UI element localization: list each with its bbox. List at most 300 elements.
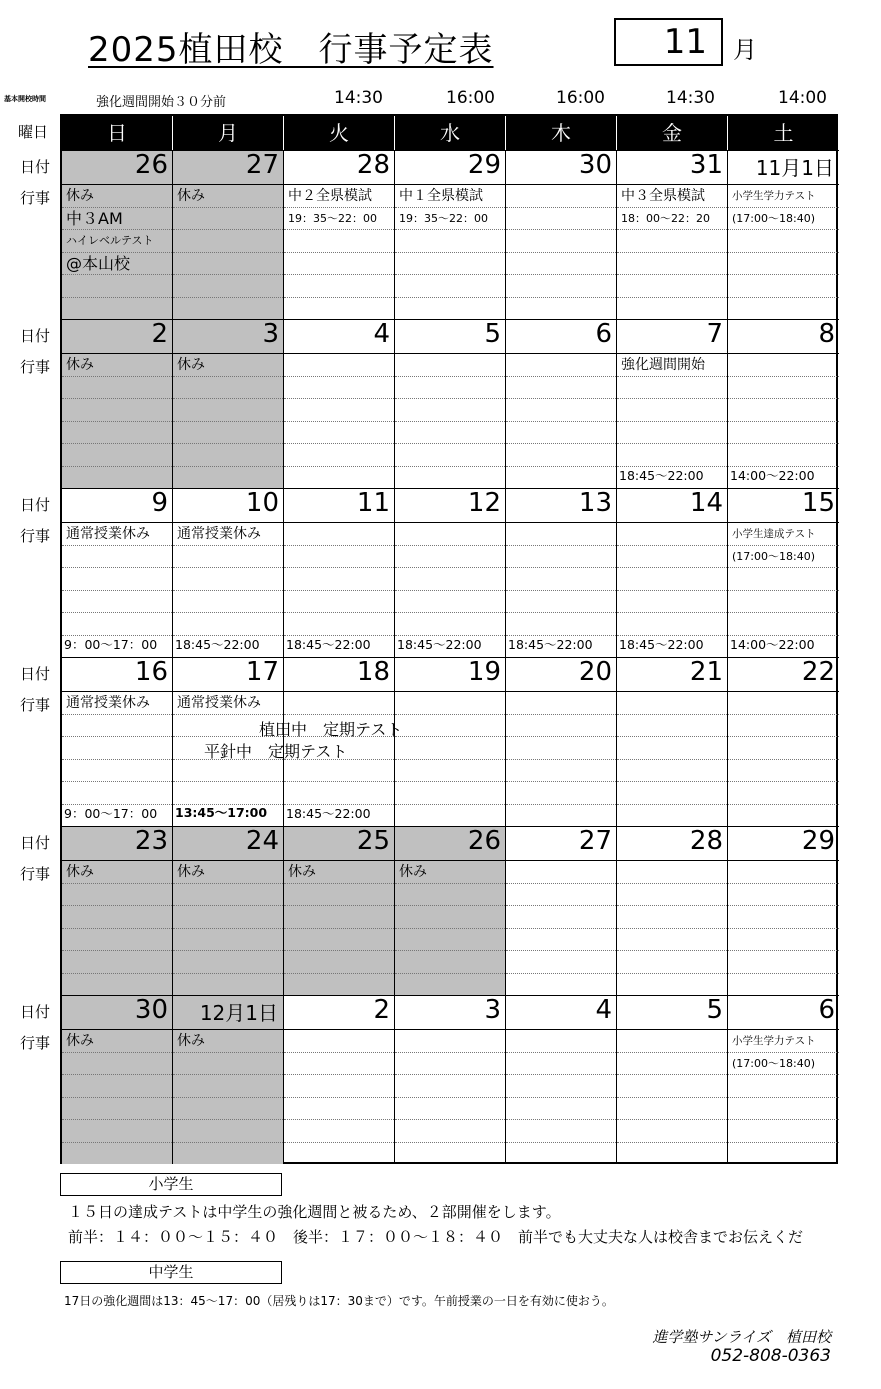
row-guide bbox=[284, 714, 394, 715]
row-guide bbox=[506, 1074, 616, 1075]
date-number: 13 bbox=[578, 488, 612, 518]
row-guide bbox=[395, 612, 505, 613]
event-text: 中２全県模試 bbox=[288, 188, 372, 204]
day-cell bbox=[284, 150, 395, 319]
row-guide bbox=[395, 590, 505, 591]
row-guide bbox=[728, 1052, 839, 1053]
row-guide bbox=[728, 781, 839, 782]
day-cell bbox=[728, 826, 839, 995]
weekday-thu: 木 bbox=[506, 116, 617, 150]
row-guide bbox=[173, 545, 283, 546]
day-cell bbox=[506, 657, 617, 826]
date-number: 14 bbox=[689, 488, 723, 518]
date-number: 10 bbox=[245, 488, 279, 518]
row-guide bbox=[617, 1052, 727, 1053]
event-text: 小学生達成テスト bbox=[732, 528, 816, 540]
row-guide bbox=[728, 928, 839, 929]
event-text: 休み bbox=[66, 864, 94, 880]
event-text: 休み bbox=[66, 357, 94, 373]
event-text: 強化週間開始 bbox=[621, 357, 705, 373]
row-guide bbox=[506, 376, 616, 377]
event-text: 小学生学力テスト bbox=[732, 1035, 816, 1047]
day-cell bbox=[395, 150, 506, 319]
date-number: 3 bbox=[262, 319, 279, 349]
date-divider bbox=[728, 691, 839, 692]
date-divider bbox=[62, 1029, 172, 1030]
row-guide bbox=[617, 207, 727, 208]
date-row-label: 日付 bbox=[20, 327, 51, 345]
class-time: 13:45～17:00 bbox=[175, 805, 268, 820]
day-cell bbox=[728, 150, 839, 319]
footer-phone: 052-808-0363 bbox=[710, 1346, 831, 1366]
date-number: 27 bbox=[245, 150, 279, 180]
day-cell bbox=[728, 995, 839, 1164]
middle-school-section-title: 中学生 bbox=[60, 1261, 282, 1284]
day-cell bbox=[62, 150, 173, 319]
day-cell bbox=[395, 995, 506, 1164]
class-time: 18:45～22:00 bbox=[619, 637, 704, 652]
row-guide bbox=[617, 928, 727, 929]
row-guide bbox=[395, 567, 505, 568]
event-row-label: 行事 bbox=[20, 358, 51, 376]
row-guide bbox=[728, 1074, 839, 1075]
date-number: 29 bbox=[467, 150, 501, 180]
row-guide bbox=[728, 759, 839, 760]
row-guide bbox=[284, 1097, 394, 1098]
row-guide bbox=[506, 1142, 616, 1143]
row-guide bbox=[728, 736, 839, 737]
row-guide bbox=[728, 973, 839, 974]
row-guide bbox=[506, 883, 616, 884]
day-cell bbox=[284, 995, 395, 1164]
row-guide bbox=[506, 297, 616, 298]
row-guide bbox=[173, 883, 283, 884]
row-guide bbox=[617, 736, 727, 737]
row-guide bbox=[62, 1142, 172, 1143]
row-guide bbox=[617, 781, 727, 782]
row-guide bbox=[173, 567, 283, 568]
row-guide bbox=[173, 1074, 283, 1075]
row-guide bbox=[284, 567, 394, 568]
date-number: 11月1日 bbox=[755, 156, 834, 180]
calendar-grid bbox=[60, 114, 838, 1164]
row-guide bbox=[284, 883, 394, 884]
row-guide bbox=[617, 545, 727, 546]
day-cell bbox=[506, 319, 617, 488]
date-divider bbox=[506, 353, 616, 354]
row-guide bbox=[506, 545, 616, 546]
elementary-note-line2: 前半：１４：００～１５：４０ 後半：１７：００～１８：４０ 前半でも大丈夫な人は校舎までお伝えくだ bbox=[68, 1228, 804, 1246]
event-text: 中１全県模試 bbox=[399, 188, 483, 204]
row-guide bbox=[395, 905, 505, 906]
row-guide bbox=[395, 759, 505, 760]
basic-time-wed: 16:00 bbox=[446, 88, 495, 108]
row-guide bbox=[617, 1097, 727, 1098]
row-guide bbox=[617, 1142, 727, 1143]
row-guide bbox=[62, 973, 172, 974]
event-text: 通常授業休み bbox=[177, 695, 261, 711]
weekday-sun: 日 bbox=[62, 116, 173, 150]
row-guide bbox=[284, 781, 394, 782]
date-divider bbox=[173, 691, 283, 692]
row-guide bbox=[728, 297, 839, 298]
row-guide bbox=[62, 567, 172, 568]
row-guide bbox=[284, 1142, 394, 1143]
date-number: 23 bbox=[134, 826, 168, 856]
row-guide bbox=[173, 928, 283, 929]
row-guide bbox=[284, 1052, 394, 1053]
class-time: 14:00～22:00 bbox=[730, 637, 815, 652]
date-divider bbox=[284, 1029, 394, 1030]
date-divider bbox=[728, 184, 839, 185]
date-number: 25 bbox=[356, 826, 390, 856]
row-guide bbox=[506, 1119, 616, 1120]
day-cell bbox=[728, 657, 839, 826]
row-guide bbox=[728, 229, 839, 230]
row-guide bbox=[506, 252, 616, 253]
day-cell bbox=[173, 319, 284, 488]
event-row-label: 行事 bbox=[20, 527, 51, 545]
row-guide bbox=[62, 376, 172, 377]
row-guide bbox=[728, 545, 839, 546]
date-number: 12 bbox=[467, 488, 501, 518]
row-guide bbox=[506, 590, 616, 591]
row-guide bbox=[284, 590, 394, 591]
date-row-label: 日付 bbox=[20, 1003, 51, 1021]
row-guide bbox=[506, 398, 616, 399]
row-guide bbox=[506, 973, 616, 974]
row-guide bbox=[284, 297, 394, 298]
class-time: 18:45～22:00 bbox=[619, 468, 704, 483]
day-cell bbox=[395, 657, 506, 826]
day-cell bbox=[506, 488, 617, 657]
row-guide bbox=[506, 612, 616, 613]
row-guide bbox=[395, 714, 505, 715]
date-divider bbox=[395, 691, 505, 692]
row-guide bbox=[62, 1074, 172, 1075]
row-guide bbox=[284, 545, 394, 546]
row-guide bbox=[395, 1097, 505, 1098]
date-divider bbox=[173, 1029, 283, 1030]
row-guide bbox=[173, 398, 283, 399]
date-number: 20 bbox=[578, 657, 612, 687]
row-guide bbox=[728, 1119, 839, 1120]
row-guide bbox=[728, 274, 839, 275]
day-cell bbox=[395, 319, 506, 488]
day-cell bbox=[506, 995, 617, 1164]
event-text: @本山校 bbox=[66, 253, 131, 273]
row-guide bbox=[506, 736, 616, 737]
row-guide bbox=[506, 229, 616, 230]
middle-school-note-line1: 17日の強化週間は13：45～17：00（居残りは17：30まで）です。午前授業の一日を有効に使おう。 bbox=[64, 1294, 614, 1308]
row-guide bbox=[728, 612, 839, 613]
date-number: 6 bbox=[818, 995, 835, 1025]
row-guide bbox=[62, 274, 172, 275]
row-guide bbox=[284, 950, 394, 951]
row-guide bbox=[173, 376, 283, 377]
row-guide bbox=[173, 612, 283, 613]
date-number: 4 bbox=[595, 995, 612, 1025]
row-guide bbox=[395, 973, 505, 974]
row-guide bbox=[395, 781, 505, 782]
row-guide bbox=[728, 421, 839, 422]
row-guide bbox=[395, 229, 505, 230]
event-text: 休み bbox=[66, 1033, 94, 1049]
row-guide bbox=[395, 274, 505, 275]
day-cell bbox=[173, 488, 284, 657]
date-divider bbox=[395, 522, 505, 523]
date-number: 27 bbox=[578, 826, 612, 856]
event-text: 休み bbox=[177, 357, 205, 373]
row-guide bbox=[395, 207, 505, 208]
class-time: 18:45～22:00 bbox=[508, 637, 593, 652]
row-guide bbox=[173, 781, 283, 782]
event-text: 休み bbox=[66, 188, 94, 204]
intensive-week-note: 強化週間開始３０分前 bbox=[96, 95, 227, 110]
date-divider bbox=[173, 522, 283, 523]
row-guide bbox=[62, 545, 172, 546]
weekday-mon: 月 bbox=[173, 116, 284, 150]
date-divider bbox=[728, 353, 839, 354]
row-guide bbox=[395, 950, 505, 951]
date-divider bbox=[728, 860, 839, 861]
row-guide bbox=[173, 1097, 283, 1098]
weekday-wed: 水 bbox=[395, 116, 506, 150]
row-guide bbox=[506, 274, 616, 275]
row-guide bbox=[617, 905, 727, 906]
row-guide bbox=[506, 759, 616, 760]
date-number: 4 bbox=[373, 319, 390, 349]
date-divider bbox=[284, 860, 394, 861]
row-guide bbox=[506, 567, 616, 568]
class-time: 18:45～22:00 bbox=[175, 637, 260, 652]
date-divider bbox=[728, 1029, 839, 1030]
row-guide bbox=[617, 443, 727, 444]
date-number: 2 bbox=[373, 995, 390, 1025]
weekday-tue: 火 bbox=[284, 116, 395, 150]
row-guide bbox=[617, 759, 727, 760]
date-number: 26 bbox=[134, 150, 168, 180]
date-divider bbox=[506, 184, 616, 185]
event-text: 中３全県模試 bbox=[621, 188, 705, 204]
day-cell bbox=[617, 826, 728, 995]
date-number: 5 bbox=[706, 995, 723, 1025]
row-guide bbox=[617, 950, 727, 951]
row-guide bbox=[173, 1119, 283, 1120]
row-guide bbox=[506, 1097, 616, 1098]
date-number: 9 bbox=[151, 488, 168, 518]
row-guide bbox=[395, 883, 505, 884]
row-guide bbox=[62, 1052, 172, 1053]
week-divider bbox=[173, 995, 283, 996]
date-divider bbox=[506, 1029, 616, 1030]
row-guide bbox=[62, 466, 172, 467]
row-guide bbox=[506, 928, 616, 929]
event-text: 休み bbox=[399, 864, 427, 880]
date-number: 11 bbox=[356, 488, 390, 518]
row-guide bbox=[62, 612, 172, 613]
row-guide bbox=[728, 252, 839, 253]
weekday-sat: 土 bbox=[773, 121, 794, 145]
day-cell bbox=[62, 657, 173, 826]
row-guide bbox=[617, 804, 727, 805]
row-guide bbox=[728, 567, 839, 568]
row-guide bbox=[62, 421, 172, 422]
row-guide bbox=[62, 443, 172, 444]
day-cell bbox=[284, 319, 395, 488]
row-guide bbox=[62, 207, 172, 208]
day-cell bbox=[173, 150, 284, 319]
row-guide bbox=[284, 466, 394, 467]
date-divider bbox=[284, 691, 394, 692]
event-text: 小学生学力テスト bbox=[732, 190, 816, 202]
footer-school-name: 進学塾サンライズ 植田校 bbox=[652, 1328, 831, 1346]
day-cell bbox=[62, 995, 173, 1164]
date-divider bbox=[617, 860, 727, 861]
row-guide bbox=[173, 1142, 283, 1143]
row-guide bbox=[617, 376, 727, 377]
date-row-label: 日付 bbox=[20, 496, 51, 514]
event-text: 19：35～22：00 bbox=[399, 211, 488, 225]
date-divider bbox=[173, 860, 283, 861]
row-guide bbox=[173, 1052, 283, 1053]
row-guide bbox=[62, 736, 172, 737]
date-number: 8 bbox=[818, 319, 835, 349]
row-guide bbox=[284, 421, 394, 422]
date-number: 18 bbox=[356, 657, 390, 687]
row-guide bbox=[728, 905, 839, 906]
event-text: 18：00～22：20 bbox=[621, 211, 710, 225]
row-guide bbox=[284, 612, 394, 613]
row-guide bbox=[173, 421, 283, 422]
event-text: ハイレベルテスト bbox=[66, 234, 154, 248]
row-guide bbox=[173, 274, 283, 275]
row-guide bbox=[617, 252, 727, 253]
class-time: 9：00～17：00 bbox=[64, 806, 158, 821]
row-guide bbox=[617, 612, 727, 613]
day-cell bbox=[284, 488, 395, 657]
month-number: 11 bbox=[614, 18, 723, 66]
day-cell bbox=[395, 826, 506, 995]
row-guide bbox=[728, 590, 839, 591]
row-guide bbox=[284, 398, 394, 399]
row-guide bbox=[506, 905, 616, 906]
row-guide bbox=[62, 950, 172, 951]
row-guide bbox=[62, 1119, 172, 1120]
exam-period-note: 平針中 定期テスト bbox=[204, 742, 348, 761]
weekday-fri: 金 bbox=[617, 116, 728, 150]
event-row-label: 行事 bbox=[20, 1034, 51, 1052]
row-guide bbox=[617, 567, 727, 568]
date-divider bbox=[62, 353, 172, 354]
event-text: 休み bbox=[177, 1033, 205, 1049]
row-guide bbox=[728, 398, 839, 399]
row-guide bbox=[173, 252, 283, 253]
date-divider bbox=[395, 353, 505, 354]
row-guide bbox=[617, 297, 727, 298]
weekday-row-label: 曜日 bbox=[18, 123, 49, 141]
row-guide bbox=[62, 297, 172, 298]
row-guide bbox=[506, 714, 616, 715]
date-number: 28 bbox=[356, 150, 390, 180]
day-cell bbox=[506, 150, 617, 319]
page-title: 2025植田校 行事予定表 bbox=[88, 30, 494, 70]
row-guide bbox=[728, 376, 839, 377]
day-cell bbox=[62, 826, 173, 995]
date-divider bbox=[506, 860, 616, 861]
row-guide bbox=[62, 759, 172, 760]
row-guide bbox=[284, 443, 394, 444]
day-cell bbox=[617, 319, 728, 488]
day-cell bbox=[728, 488, 839, 657]
row-guide bbox=[62, 252, 172, 253]
row-guide bbox=[395, 443, 505, 444]
day-cell bbox=[506, 826, 617, 995]
date-divider bbox=[395, 184, 505, 185]
date-divider bbox=[395, 860, 505, 861]
weekday-header-row bbox=[62, 116, 836, 150]
row-guide bbox=[506, 207, 616, 208]
event-row-label: 行事 bbox=[20, 696, 51, 714]
row-guide bbox=[395, 297, 505, 298]
row-guide bbox=[728, 950, 839, 951]
event-text: (17:00～18:40) bbox=[732, 1056, 815, 1070]
row-guide bbox=[506, 781, 616, 782]
row-guide bbox=[395, 736, 505, 737]
event-text: 通常授業休み bbox=[66, 695, 150, 711]
row-guide bbox=[62, 905, 172, 906]
date-divider bbox=[62, 691, 172, 692]
day-cell bbox=[62, 488, 173, 657]
day-cell bbox=[62, 319, 173, 488]
row-guide bbox=[395, 398, 505, 399]
row-guide bbox=[506, 466, 616, 467]
row-guide bbox=[173, 207, 283, 208]
week-divider bbox=[728, 150, 839, 151]
basic-time-thu: 16:00 bbox=[556, 88, 605, 108]
row-guide bbox=[173, 950, 283, 951]
day-cell bbox=[173, 995, 284, 1164]
row-guide bbox=[728, 1097, 839, 1098]
date-divider bbox=[284, 522, 394, 523]
class-time: 14:00～22:00 bbox=[730, 468, 815, 483]
row-guide bbox=[728, 804, 839, 805]
date-divider bbox=[62, 522, 172, 523]
row-guide bbox=[395, 928, 505, 929]
event-row-label: 行事 bbox=[20, 189, 51, 207]
row-guide bbox=[395, 421, 505, 422]
row-guide bbox=[395, 1052, 505, 1053]
date-number: 7 bbox=[706, 319, 723, 349]
elementary-section-title: 小学生 bbox=[60, 1173, 282, 1196]
date-number: 6 bbox=[595, 319, 612, 349]
row-guide bbox=[506, 1052, 616, 1053]
elementary-note-line1: １５日の達成テストは中学生の強化週間と被るため、２部開催をします。 bbox=[68, 1203, 561, 1221]
date-number: 28 bbox=[689, 826, 723, 856]
row-guide bbox=[173, 466, 283, 467]
row-guide bbox=[617, 1119, 727, 1120]
date-divider bbox=[62, 184, 172, 185]
date-number: 24 bbox=[245, 826, 279, 856]
day-cell bbox=[617, 150, 728, 319]
date-divider bbox=[617, 353, 727, 354]
row-guide bbox=[62, 928, 172, 929]
row-guide bbox=[173, 714, 283, 715]
date-number: 16 bbox=[134, 657, 168, 687]
row-guide bbox=[284, 207, 394, 208]
row-guide bbox=[395, 1119, 505, 1120]
event-text: 休み bbox=[177, 188, 205, 204]
